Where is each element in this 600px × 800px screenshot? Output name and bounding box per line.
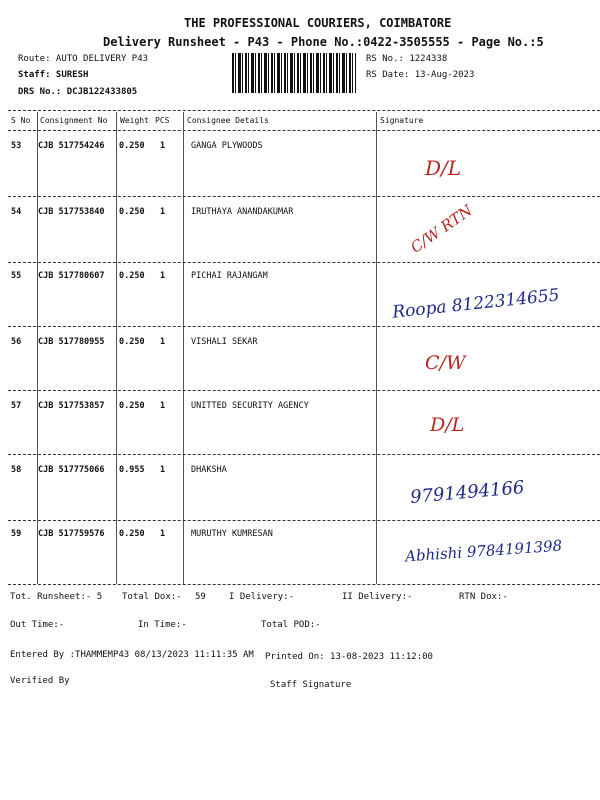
row-weight: 0.955 <box>119 465 145 475</box>
entered-by: Entered By :THAMMEMP43 08/13/2023 11:11:35 AM <box>10 650 254 660</box>
col-header-sno: S No <box>11 116 31 125</box>
row-signature: D/L <box>430 414 465 436</box>
row-signature: Abhishi 9784191398 <box>404 536 563 566</box>
row-signature: D/L <box>425 156 462 180</box>
row-signature: 9791494166 <box>409 477 526 508</box>
out-time: Out Time:- <box>10 620 65 630</box>
table-top-rule <box>8 110 600 111</box>
row-rule <box>8 454 600 455</box>
table-row <box>0 524 600 588</box>
row-sno: 55 <box>11 271 22 281</box>
row-consignee: UNITTED SECURITY AGENCY <box>191 401 309 411</box>
row-consignee: DHAKSHA <box>191 465 227 475</box>
row-pcs: 1 <box>160 271 166 281</box>
row-weight: 0.250 <box>119 271 145 281</box>
col-header-pcs: PCS <box>155 116 170 125</box>
row-sno: 53 <box>11 141 22 151</box>
row-pcs: 1 <box>160 465 166 475</box>
rs-date: RS Date: 13-Aug-2023 <box>366 70 475 80</box>
row-rule <box>8 520 600 521</box>
row-rule <box>8 262 600 263</box>
staff-label: Staff: SURESH <box>18 70 89 80</box>
row-consignment: CJB 517753857 <box>38 401 105 411</box>
header-bottom-rule <box>8 130 600 131</box>
row-signature: Roopa 8122314655 <box>391 285 561 323</box>
row-signature: C/W RTN <box>407 201 476 257</box>
drs-label: DRS No.: DCJB122433805 <box>18 87 138 97</box>
table-row <box>0 332 600 396</box>
row-pcs: 1 <box>160 401 166 411</box>
staff-signature: Staff Signature <box>270 680 352 690</box>
row-consignee: IRUTHAYA ANANDAKUMAR <box>191 207 294 217</box>
row-pcs: 1 <box>160 529 166 539</box>
total-dox-value: 59 <box>195 592 206 602</box>
table-row <box>0 202 600 266</box>
in-time: In Time:- <box>138 620 187 630</box>
row-consignment: CJB 517780955 <box>38 337 105 347</box>
runsheet-subtitle: Delivery Runsheet - P43 - Phone No.:0422-3505555 - Page No.:5 <box>103 35 544 49</box>
col-header-consignee: Consignee Details <box>187 116 269 125</box>
row-rule <box>8 196 600 197</box>
barcode <box>232 53 356 93</box>
table-row <box>0 266 600 330</box>
printed-on: Printed On: 13-08-2023 11:12:00 <box>265 652 433 662</box>
col-header-signature: Signature <box>380 116 424 125</box>
row-sno: 58 <box>11 465 22 475</box>
row-pcs: 1 <box>160 207 166 217</box>
row-weight: 0.250 <box>119 141 145 151</box>
row-consignment: CJB 517753840 <box>38 207 105 217</box>
row-signature: C/W <box>425 352 466 374</box>
table-row <box>0 460 600 524</box>
col-header-consignment: Consignment No <box>40 116 108 125</box>
tot-runsheet: Tot. Runsheet:- 5 <box>10 592 103 602</box>
i-delivery: I Delivery:- <box>229 592 295 602</box>
row-weight: 0.250 <box>119 401 145 411</box>
row-consignee: VISHALI SEKAR <box>191 337 258 347</box>
row-sno: 56 <box>11 337 22 347</box>
row-weight: 0.250 <box>119 529 145 539</box>
route-label: Route: AUTO DELIVERY P43 <box>18 54 149 64</box>
row-sno: 57 <box>11 401 22 411</box>
row-pcs: 1 <box>160 141 166 151</box>
row-sno: 54 <box>11 207 22 217</box>
row-rule <box>8 326 600 327</box>
row-consignment: CJB 517754246 <box>38 141 105 151</box>
row-sno: 59 <box>11 529 22 539</box>
table-row <box>0 136 600 200</box>
rs-number: RS No.: 1224338 <box>366 54 448 64</box>
ii-delivery: II Delivery:- <box>342 592 413 602</box>
row-consignee: PICHAI RAJANGAM <box>191 271 268 281</box>
row-consignment: CJB 517775066 <box>38 465 105 475</box>
row-weight: 0.250 <box>119 337 145 347</box>
row-rule <box>8 390 600 391</box>
total-pod: Total POD:- <box>261 620 321 630</box>
table-row <box>0 396 600 460</box>
company-title: THE PROFESSIONAL COURIERS, COIMBATORE <box>184 16 452 30</box>
total-dox-label: Total Dox:- <box>122 592 182 602</box>
col-header-weight: Weight <box>120 116 149 125</box>
row-consignee: GANGA PLYWOODS <box>191 141 263 151</box>
row-consignment: CJB 517780607 <box>38 271 105 281</box>
verified-by: Verified By <box>10 676 70 686</box>
table-bottom-rule <box>8 584 600 585</box>
row-consignment: CJB 517759576 <box>38 529 105 539</box>
row-consignee: MURUTHY KUMRESAN <box>191 529 273 539</box>
rtn-dox: RTN Dox:- <box>459 592 508 602</box>
row-pcs: 1 <box>160 337 166 347</box>
row-weight: 0.250 <box>119 207 145 217</box>
